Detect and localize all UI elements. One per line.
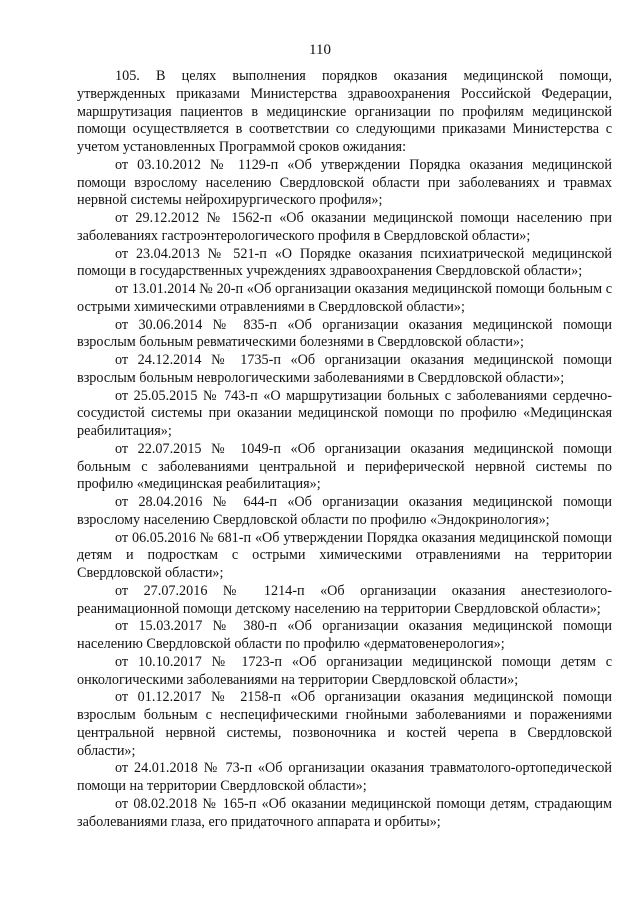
order-item: от 23.04.2013 № 521-п «О Порядке оказания психиатрической медицинской помощи в государственных учреждениях здравоохранения Свердловской области»;: [77, 245, 612, 280]
order-item: от 15.03.2017 № 380-п «Об организации оказания медицинской помощи населению Свердловской области по профилю «дерматовенерология»;: [77, 618, 612, 652]
order-item: от 13.01.2014 № 20-п «Об организации оказания медицинской помощи больным с острыми химическими отравлениями в Свердловской области»;: [77, 281, 612, 315]
order-item: от 24.12.2014 № 1735-п «Об организации оказания медицинской помощи взрослым больным неврологическими заболеваниями в Свердловской области»;: [77, 352, 612, 386]
order-item: от 25.05.2015 № 743-п «О маршрутизации больных с заболеваниями сердечно-сосудистой системы при оказании медицинской помощи по профилю «Медицинская реабилитация»;: [77, 387, 612, 439]
order-item: от 30.06.2014 № 835-п «Об организации оказания медицинской помощи взрослым больным ревматическими болезнями в Свердловской области»;: [77, 316, 612, 351]
order-item: от 01.12.2017 № 2158-п «Об организации оказания медицинской помощи взрослым больным с неспецифическими гнойными заболеваниями и поражениями центральной нервной системы, позвоночника и костей черепа в Свердловской области»;: [77, 689, 612, 759]
order-item: от 22.07.2015 № 1049-п «Об организации оказания медицинской помощи больным с заболеваниями центральной и периферической нервной системы по профилю «медицинская реабилитация»;: [77, 440, 612, 493]
order-item: от 03.10.2012 № 1129-п «Об утверждении Порядка оказания медицинской помощи взрослому населению Свердловской области при заболеваниях и травмах нервной системы нейрохирургического профиля»;: [77, 156, 612, 209]
order-item: от 24.01.2018 № 73-п «Об организации оказания травматолого-ортопедической помощи на территории Свердловской области»;: [77, 760, 612, 794]
order-item: от 27.07.2016 № 1214-п «Об организации оказания анестезиолого-реанимационной помощи детскому населению на территории Свердловской области»;: [77, 582, 612, 617]
order-item: от 06.05.2016 № 681-п «Об утверждении Порядка оказания медицинской помощи детям и подросткам с острыми химическими отравлениями на территории Свердловской области»;: [77, 529, 612, 581]
order-item: от 29.12.2012 № 1562-п «Об оказании медицинской помощи населению при заболеваниях гастроэнтерологического профиля в Свердловской области»;: [77, 210, 612, 244]
page-number: 110: [309, 42, 331, 58]
order-item: от 28.04.2016 № 644-п «Об организации оказания медицинской помощи взрослому населению Свердловской области по профилю «Эндокринология»;: [77, 494, 612, 528]
paragraph-intro: 105. В целях выполнения порядков оказания медицинской помощи, утвержденных приказами Министерства здравоохранения Российской Федерации, маршрутизация пациентов в медицинские организации по профилям медицинской помощи осуществляется в соответствии со следующими приказами Министерства с учетом установленных Программой сроков ожидания:: [77, 68, 612, 155]
document-body: [77, 68, 612, 831]
order-item: от 08.02.2018 № 165-п «Об оказании медицинской помощи детям, страдающим заболеваниями глаза, его придаточного аппарата и орбиты»;: [77, 795, 612, 830]
order-item: от 10.10.2017 № 1723-п «Об организации медицинской помощи детям с онкологическими заболеваниями на территории Свердловской области»;: [77, 653, 612, 688]
